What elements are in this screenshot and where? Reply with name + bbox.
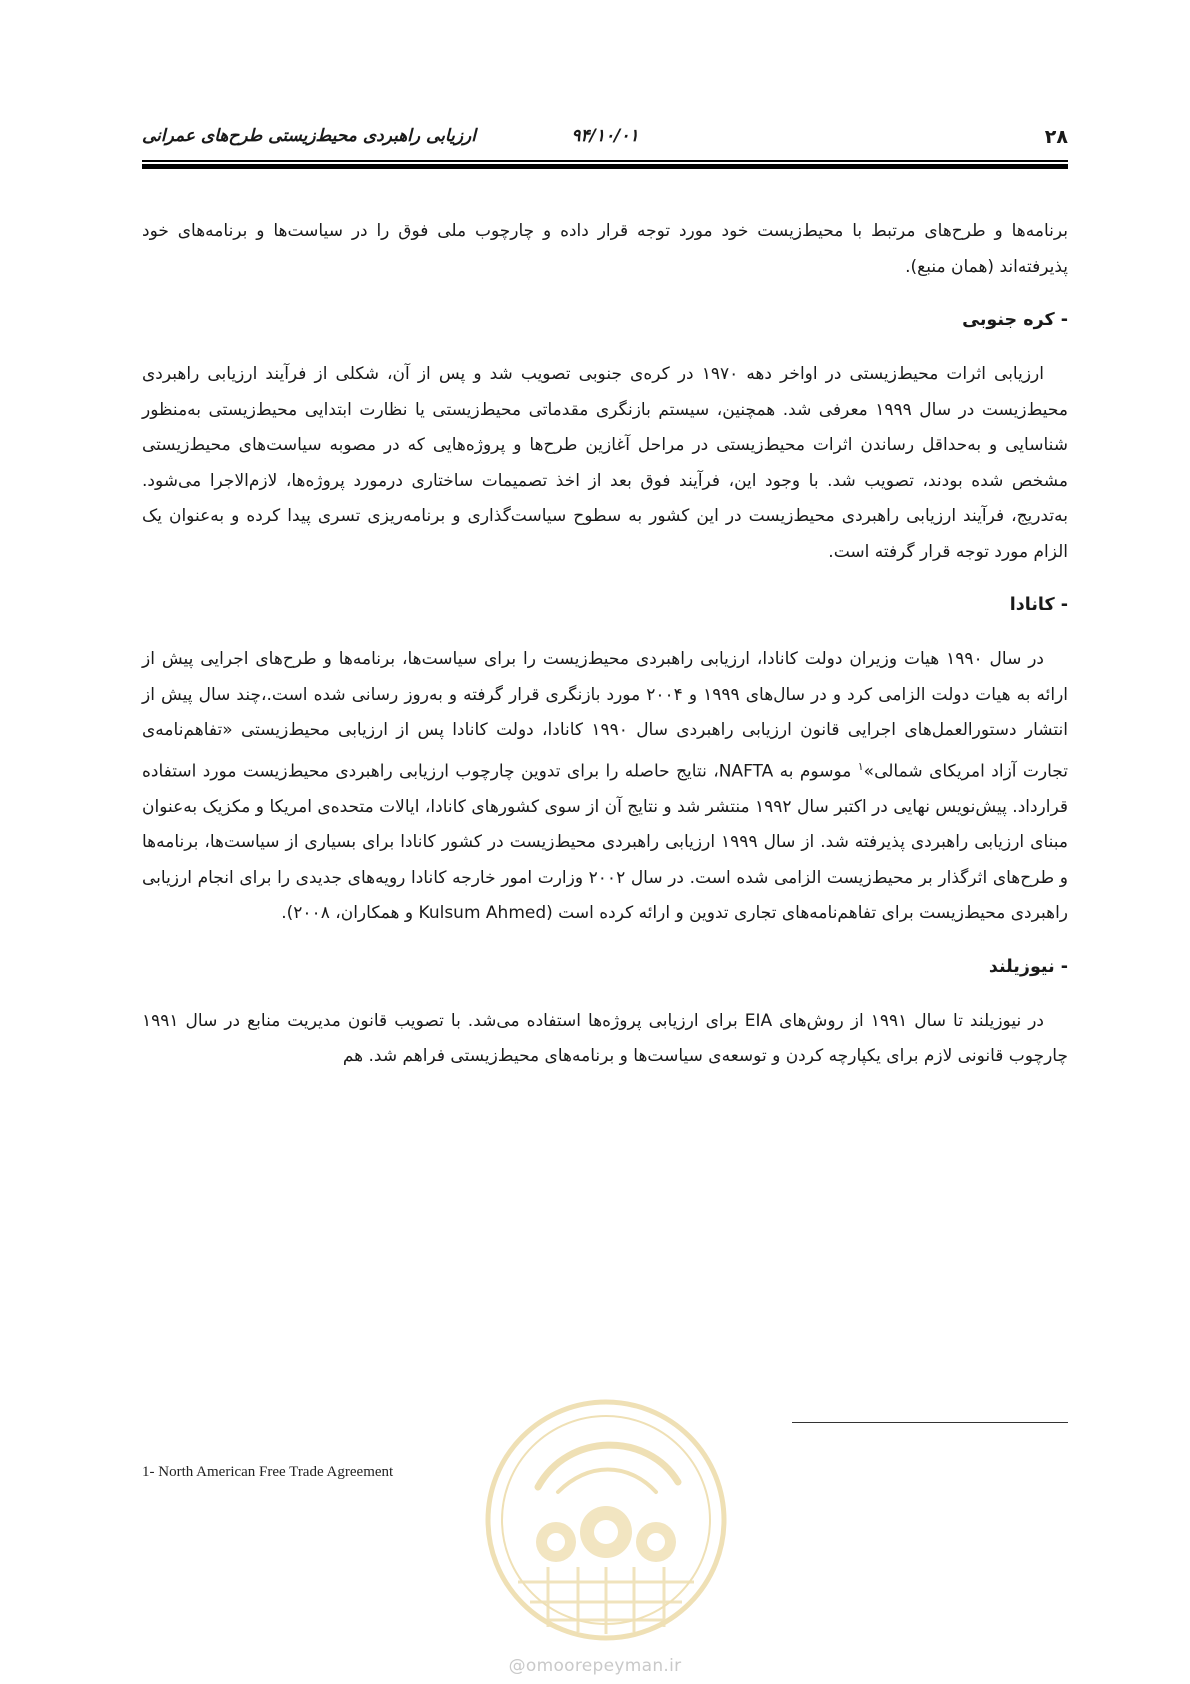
watermark-logo — [478, 1392, 734, 1648]
paragraph-canada-part-2: موسوم به NAFTA، نتایج حاصله را برای تدوین چارچوب ارزیابی راهبردی محیط‌زیست مورد استفاده قرارداد. پیش‌نویس نهایی در اکتبر سال ۱۹۹۲ منتشر شد و نتایج آن از سوی کشورهای کانادا، ایالات متحده‌ی امریکا و مکزیک به‌عنوان مبنای ارزیابی راهبردی پذیرفته شد. از سال ۱۹۹۹ ارزیابی راهبردی محیط‌زیست در کشور کانادا برای بسیاری از سیاست‌ها، برنامه‌ها و طرح‌های اثرگذار بر محیط‌زیست الزامی شده است. در سال ۲۰۰۲ وزارت امور خارجه کانادا رویه‌های جدیدی را برای انجام ارزیابی راهبردی محیط‌زیست برای تفاهم‌نامه‌های تجاری تدوین و ارائه کرده است (Kulsum Ahmed و همکاران، ۲۰۰۸). — [142, 761, 1068, 924]
section-heading-south-korea: - کره جنوبی — [962, 310, 1068, 330]
footnote-separator — [792, 1422, 1068, 1423]
header-date: ۹۴/۱۰/۰۱ — [571, 126, 639, 146]
footnote: 1- North American Free Trade Agreement — [142, 1464, 394, 1480]
intro-paragraph: برنامه‌ها و طرح‌های مرتبط با محیط‌زیست خود مورد توجه قرار داده و چارچوب ملی فوق را در سیاست‌ها و برنامه‌های خود پذیرفته‌اند (همان منبع). — [142, 221, 1068, 277]
header-title: ارزیابی راهبردی محیط‌زیستی طرح‌های عمرانی — [142, 126, 476, 146]
running-header — [142, 120, 1068, 160]
watermark-url-text: omoorepeyman.ir — [525, 1656, 682, 1676]
header-rule-thick — [142, 164, 1068, 169]
paragraph-new-zealand: در نیوزیلند تا سال ۱۹۹۱ از روش‌های EIA برای ارزیابی پروژه‌ها استفاده می‌شد. با تصویب قانون مدیریت منابع در سال ۱۹۹۱ چارچوب قانونی لازم برای یکپارچه کردن و توسعه‌ی سیاست‌ها و برنامه‌های محیط‌زیستی فراهم شد. هم — [142, 1010, 1068, 1067]
paragraph-canada-part-1: در سال ۱۹۹۰ هیات وزیران دولت کانادا، ارزیابی راهبردی محیط‌زیست را برای سیاست‌ها، برنامه‌ها و طرح‌های اجرایی پیش از ارائه به هیات دولت الزامی کرد و در سال‌های ۱۹۹۹ و ۲۰۰۴ مورد بازنگری قرار گرفته و به‌روز رسانی شده است.،چند سال پیش از انتشار دستورالعمل‌های اجرایی قانون ارزیابی راهبردی سال ۱۹۹۰ کانادا، دولت کانادا پس از ارزیابی محیط‌زیستی «تفاهم‌نامه‌ی تجارت آزاد امریکای شمالی» — [142, 649, 1069, 782]
paragraph-canada — [142, 642, 1068, 932]
page-number: ۲۸ — [1044, 126, 1068, 148]
paragraph-south-korea: ارزیابی اثرات محیط‌زیستی در اواخر دهه ۱۹۷۰ در کره‌ی جنوبی تصویب شد و پس از آن، شکلی از فرآیند ارزیابی راهبردی محیط‌زیست در سال ۱۹۹۹ معرفی شد. همچنین، سیستم بازنگری مقدماتی محیط‌زیستی یا نظارت ابتدایی محیط‌زیستی به‌منظور شناسایی و به‌حداقل رساندن اثرات محیط‌زیستی در مراحل آغازین طرح‌ها و پروژه‌هایی که در مصوبه سیاست‌های محیط‌زیستی مشخص شده بودند، تصویب شد. با وجود این، فرآیند فوق بعد از اخذ تصمیمات ساختاری درمورد پروژه‌ها، لازم‌الاجرا می‌شود. به‌تدریج، فرآیند ارزیابی راهبردی محیط‌زیست در این کشور به سطوح سیاست‌گذاری و برنامه‌ریزی تسری پیدا کرده و به‌عنوان یک الزام مورد توجه قرار گرفته است. — [142, 364, 1068, 562]
section-heading-new-zealand: - نیوزیلند — [988, 956, 1068, 977]
header-rule-thin — [142, 160, 1068, 162]
footnote-marker: ۱ — [857, 759, 864, 773]
watermark-url — [470, 1656, 720, 1676]
body-text — [142, 214, 1068, 1075]
section-heading-canada: - کانادا — [1009, 595, 1068, 615]
at-icon: @ — [508, 1656, 526, 1676]
